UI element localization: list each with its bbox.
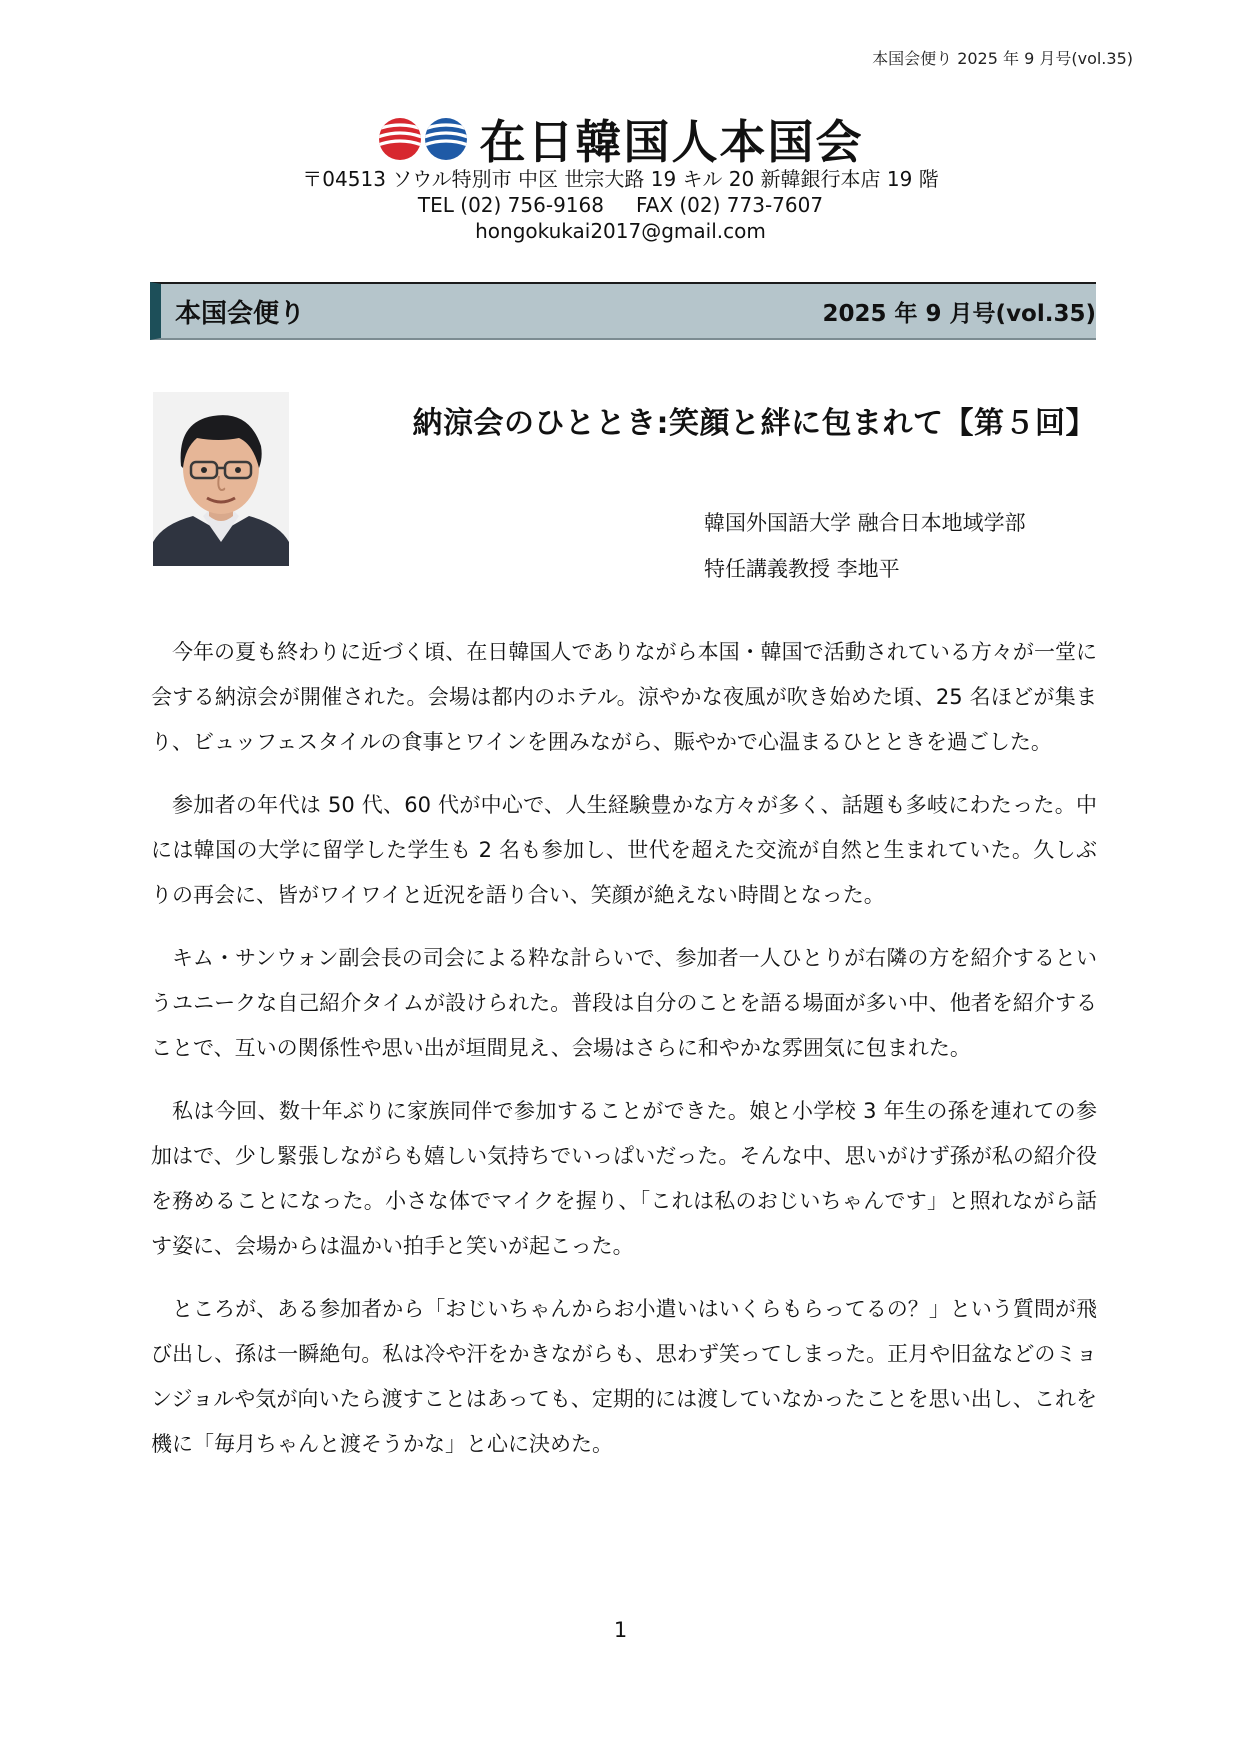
article-title: 納涼会のひととき:笑顔と絆に包まれて【第５回】 [412,406,1096,441]
org-name: 在日韓国人本国会 [479,115,864,169]
byline-affiliation: 韓国外国語大学 融合日本地域学部 [704,511,1026,535]
masthead [0,106,1241,172]
author-photo [153,392,289,566]
paragraph: 参加者の年代は 50 代、60 代が中心で、人生経験豊かな方々が多く、話題も多岐にわたった。中には韓国の大学に留学した学生も 2 名も参加し、世代を超えた交流が自然と生まれていた。久しぶりの再会に、皆がワイワイと近況を語り合い、笑顔が絶えない時間となった。 [151,793,1097,907]
banner-issue: 2025 年 9 月号(vol.35) [822,300,1096,327]
section-banner [150,282,1096,340]
paragraph: 私は今回、数十年ぶりに家族同伴で参加することができた。娘と小学校 3 年生の孫を連れての参加はで、少し緊張しながらも嬉しい気持ちでいっぱいだった。そんな中、思いがけず孫が私の紹介役を務めることになった。小さな体でマイクを握り、「これは私のおじいちゃんです」と照れながら話す姿に、会場からは温かい拍手と笑いが起こった。 [151,1099,1097,1258]
address: 〒04513 ソウル特別市 中区 世宗大路 19 キル 20 新韓銀行本店 19 階 [302,167,939,191]
contact-block [0,166,1241,244]
circles-logo-icon [378,115,470,163]
running-header: 本国会便り 2025 年 9 月号(vol.35) [872,49,1133,68]
tel: TEL (02) 756-9168 [417,193,604,217]
article-body [151,630,1097,1485]
banner-title: 本国会便り [175,298,306,329]
email: hongokukai2017@gmail.com [475,219,766,243]
fax: FAX (02) 773-7607 [635,193,824,217]
phone-line [0,192,1241,218]
paragraph: ところが、ある参加者から「おじいちゃんからお小遣いはいくらもらってるの？」という質問が飛び出し、孫は一瞬絶句。私は冷や汗をかきながらも、思わず笑ってしまった。正月や旧盆などのミョンジョルや気が向いたら渡すことはあっても、定期的には渡していなかったことを思い出し、これを機に「毎月ちゃんと渡そうかな」と心に決めた。 [151,1297,1097,1456]
byline [704,500,1026,592]
paragraph: キム・サンウォン副会長の司会による粋な計らいで、参加者一人ひとりが右隣の方を紹介するというユニークな自己紹介タイムが設けられた。普段は自分のことを語る場面が多い中、他者を紹介することで、互いの関係性や思い出が垣間見え、会場はさらに和やかな雰囲気に包まれた。 [151,946,1097,1060]
page-number: 1 [613,1618,628,1642]
paragraph: 今年の夏も終わりに近づく頃、在日韓国人でありながら本国・韓国で活動されている方々が一堂に会する納涼会が開催された。会場は都内のホテル。涼やかな夜風が吹き始めた頃、25 名ほどが集まり、ビュッフェスタイルの食事とワインを囲みながら、賑やかで心温まるひとときを過ごした。 [151,640,1097,754]
author-portrait-icon [153,392,289,566]
byline-title: 特任講義教授 李地平 [704,557,900,581]
